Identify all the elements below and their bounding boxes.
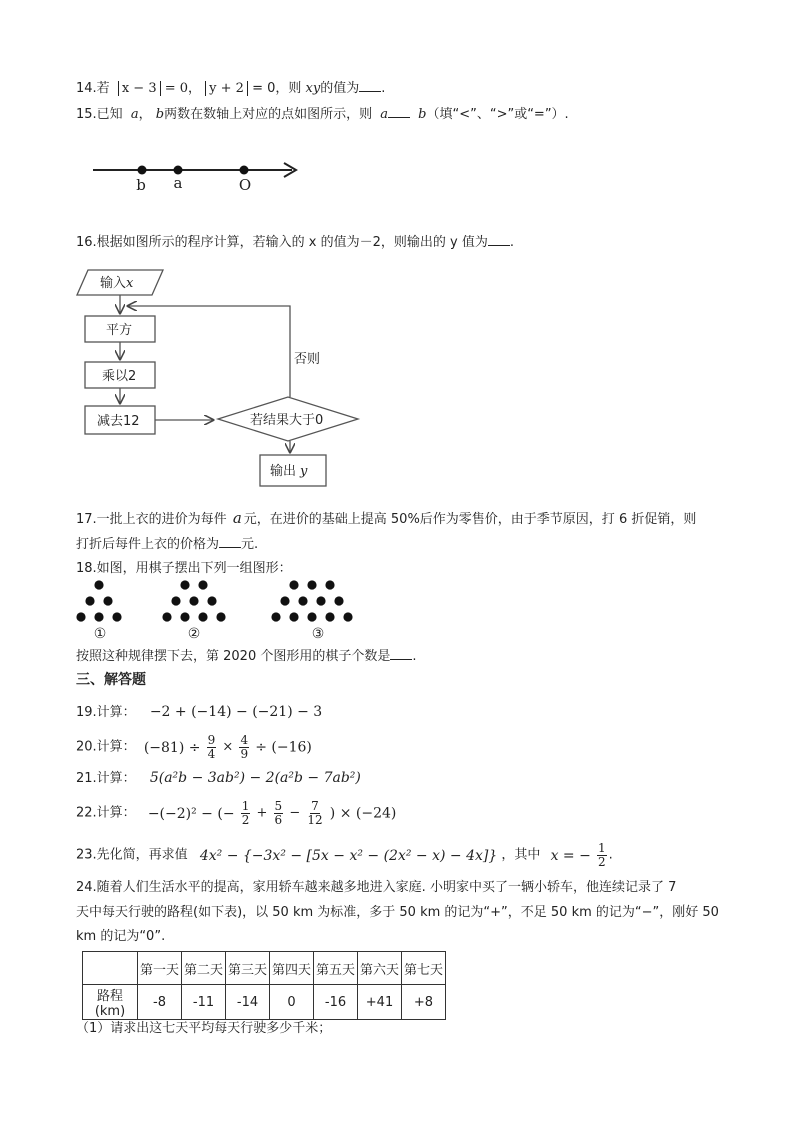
table-header: 第二天: [182, 952, 226, 985]
table-header: [83, 952, 138, 985]
fraction: $\frac{4}{9}$: [240, 733, 249, 761]
q14-abs-1: x − 3: [118, 81, 161, 96]
table-header: 第三天: [226, 952, 270, 985]
svg-text:输入x: 输入x: [100, 276, 134, 291]
else-label: 否则: [294, 352, 321, 367]
mileage-table: [82, 951, 446, 1020]
question-18-follow: 按照这种规律摆下去，第 2020 个图形用的棋子个数是 .: [76, 649, 417, 664]
decision-label: 若结果大于0: [250, 413, 324, 428]
q14-number: 14.若: [76, 81, 110, 96]
fraction: $\frac{7}{12}$: [307, 799, 323, 827]
table-header: 第四天: [270, 952, 314, 985]
label-b: b: [136, 176, 146, 194]
table-cell: -11: [182, 985, 226, 1020]
question-15: 15.已知 a， b两数在数轴上对应的点如图所示，则 a b（填“<”、“>”或“=”）.: [76, 107, 569, 122]
table-cell: +41: [358, 985, 402, 1020]
row-label: 路程(km): [83, 985, 138, 1020]
table-cell: 0: [270, 985, 314, 1020]
fraction: $\frac{9}{4}$: [207, 733, 216, 761]
q19-expression: −2 + (−14) − (−21) − 3: [149, 704, 323, 720]
table-header-row: [83, 952, 446, 985]
times-label: 乘以2: [102, 369, 137, 384]
question-20: 20.计算： (−81) ÷ $\frac{9}{4}$ × $\frac{4}{9}$ ÷ (−16): [76, 733, 312, 761]
fraction: $\frac{1}{2}$: [597, 841, 606, 869]
question-24-line-1: 24.随着人们生活水平的提高，家用轿车越来越多地进入家庭. 小明家中买了一辆小轿车，他连续记录了 7: [76, 880, 677, 895]
question-23: 23.先化简，再求值 4x² − {−3x² − [5x − x² − (2x² − x) − 4x]} ，其中 x = − $\frac{1}{2}$ .: [76, 841, 613, 869]
figure-label-3: ③: [311, 626, 325, 642]
q14-abs-2: y + 2: [205, 81, 248, 96]
svg-text:输出y: 输出 y: [270, 464, 308, 479]
question-17: 17.一批上衣的进价为每件 a 元，在进价的基础上提高 50%后作为零售价，由于季节原因，打 6 折促销，则: [76, 509, 697, 527]
question-19: 19.计算： −2 + (−14) − (−21) − 3: [76, 704, 323, 720]
table-cell: -14: [226, 985, 270, 1020]
figure-label-1: ①: [93, 626, 107, 642]
fraction: $\frac{5}{6}$: [274, 799, 283, 827]
question-24-line-2: 天中每天行驶的路程(如下表)，以 50 km 为标准，多于 50 km 的记为“+”，不足 50 km 的记为“−”，刚好 50: [76, 905, 719, 920]
section-heading: 三、解答题: [76, 672, 146, 688]
fraction: $\frac{1}{2}$: [241, 799, 250, 827]
table-header: 第七天: [402, 952, 446, 985]
question-14: 14.若 x − 3 = 0， y + 2 = 0，则 xy的值为 .: [76, 81, 386, 96]
q14-var: xy: [305, 81, 321, 96]
square-label: 平方: [106, 323, 133, 338]
figure-label-2: ②: [187, 626, 201, 642]
label-a: a: [173, 174, 183, 192]
table-cell: +8: [402, 985, 446, 1020]
label-o: O: [238, 176, 252, 194]
question-21: 21.计算： 5(a²b − 3ab²) − 2(a²b − 7ab²): [76, 770, 361, 786]
question-18: 18.如图，用棋子摆出下列一组图形：: [76, 561, 292, 576]
q21-expression: 5(a²b − 3ab²) − 2(a²b − 7ab²): [149, 770, 361, 786]
question-22: 22.计算： −(−2)² − (− $\frac{1}{2}$ + $\frac{5}{6}$ − $\frac{7}{12}$ ) × (−24): [76, 799, 397, 827]
table-header: 第六天: [358, 952, 402, 985]
minus-label: 减去12: [97, 414, 140, 429]
question-17-line-2: 打折后每件上衣的价格为 元.: [76, 537, 259, 552]
table-cell: -8: [138, 985, 182, 1020]
answer-blank: [390, 647, 412, 660]
q23-expression: 4x² − {−3x² − [5x − x² − (2x² − x) − 4x]}: [199, 847, 498, 864]
question-24-line-3: km 的记为“0”.: [76, 929, 166, 944]
question-16: 16.根据如图所示的程序计算，若输入的 x 的值为－2，则输出的 y 值为 .: [76, 235, 515, 250]
question-24-sub-1: （1）请求出这七天平均每天行驶多少千米；: [76, 1021, 332, 1036]
table-header: 第五天: [314, 952, 358, 985]
table-header: 第一天: [138, 952, 182, 985]
table-row: [83, 985, 446, 1020]
table-cell: -16: [314, 985, 358, 1020]
